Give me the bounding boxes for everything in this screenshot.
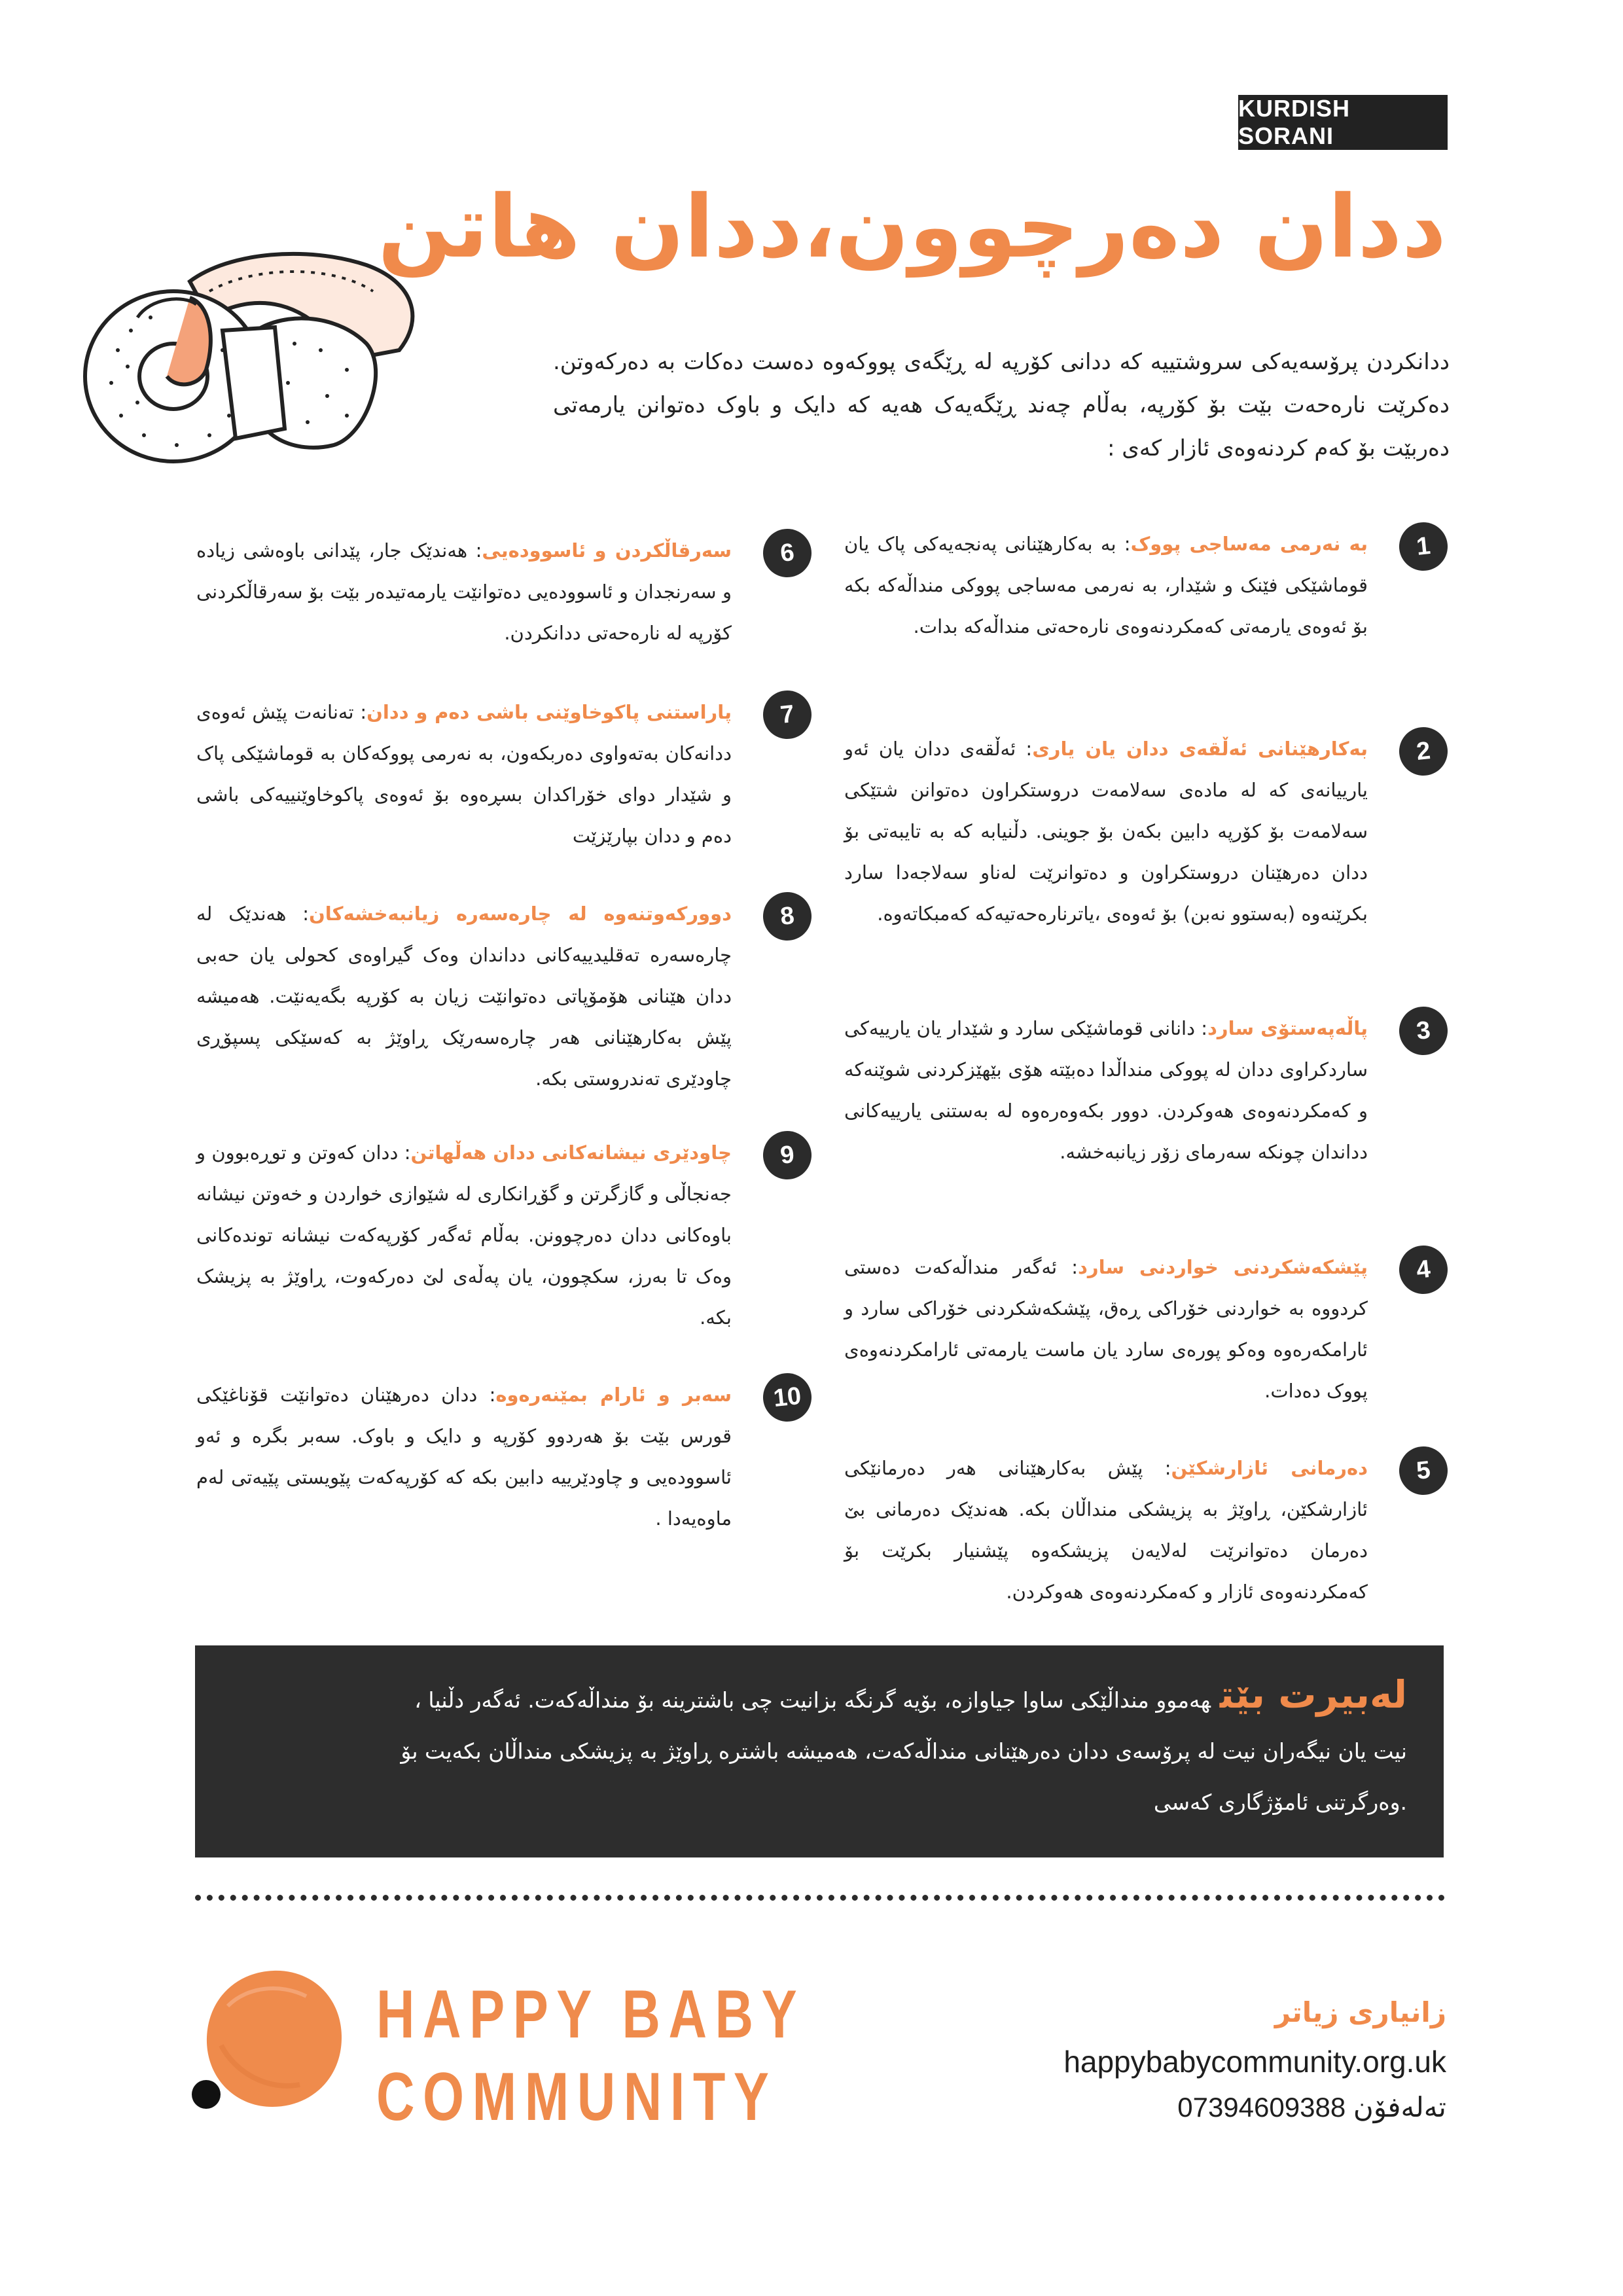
- tip-5: [844, 1448, 1432, 1613]
- tip-number-badge: 2: [1397, 725, 1450, 778]
- tip-text: [196, 530, 732, 654]
- tip-10: [196, 1374, 803, 1539]
- brand-logo-circle: [202, 1967, 346, 2111]
- tip-heading: دەرمانی ئازارشکێن: [1171, 1457, 1368, 1479]
- tip-heading: بەکارهێنانی ئەڵقەی ددان یان یاری: [1032, 738, 1368, 760]
- tip-9: [196, 1132, 796, 1338]
- website-link[interactable]: happybabycommunity.org.uk: [1063, 2045, 1446, 2079]
- tip-6: [196, 530, 796, 654]
- tip-body: : ئەڵقەی ددان یان ئەو یارییانەی کە لە مادەی سەلامەت دروستکراون دەتوانن شتێکی سەلامەت بۆ کۆرپە دابین بکەن بۆ جوینی. دڵنیابە کە بە تایبەتی بۆ ددان دەرهێنان دروستکراون و دەتوانرێت لەناو سەلاجەدا سارد بکرێنەوە (بەستوو نەبن) بۆ ئەوەی ،یاترنارەحەتیەکە کەمبکاتەوە.: [844, 738, 1368, 925]
- tip-body: : ددان دەرهێنان دەتوانێت قۆناغێکی قورس بێت بۆ هەردوو کۆرپە و دایک و باوک. سەبر بگرە و ئەو ئاسوودەیی و چاودێرییە دابین بکە کە کۆرپەکەت پێویستی پێیەتی لەم ماوەیەدا .: [196, 1384, 732, 1530]
- contact-block: [1063, 1986, 1446, 2130]
- tip-body: : پێش بەکارهێنانی هەر دەرمانێکی ئازارشکێن، ڕاوێژ بە پزیشکی منداڵان بکە. هەندێک دەرمانی بێ دەرمان دەتوانرێت لەلایەن پزیشکەوە پێشنیار بکرێت بۆ کەمکردنەوەی ئازار و کەمکردنەوەی هەوکردن.: [844, 1457, 1368, 1603]
- tip-heading: پێشکەشکردنی خواردنی سارد: [1078, 1256, 1368, 1278]
- tip-text: [844, 728, 1368, 935]
- tip-body: : هەندێک لە چارەسەرە تەقلیدییەکانی دداندان وەک گیراوەی کحولی یان حەبی ددان هێنانی هۆمۆپاتی دەتوانێت زیان بە کۆرپە بگەیەنێت. هەمیشە پێش بەکارهێنانی هەر چارەسەرێک ڕاوێژ بە کەسێکی پسپۆڕی چاودێری تەندروستی بکە.: [196, 903, 732, 1090]
- page-title: ددان دەرچوون،ددان هاتن: [378, 177, 1446, 278]
- tip-text: [844, 1247, 1368, 1412]
- tip-body: : تەنانەت پێش ئەوەی ددانەکان بەتەواوی دەربکەون، بە نەرمی پووکەکان بە قوماشێکی پاک و شێدار دوای خۆراکدان بسڕەوە بۆ ئەوەی پاکوخاوێنییەکی باشی دەم و ددان بپارێزێت: [196, 701, 732, 847]
- tip-text: [844, 1448, 1368, 1613]
- tip-text: [844, 524, 1368, 647]
- tip-number-badge: 1: [1397, 520, 1450, 573]
- callout-line-1: [234, 1669, 1407, 1726]
- tip-heading: بە نەرمی مەساجی پووک: [1130, 533, 1368, 555]
- tip-body: : ئەگەر منداڵەکەت دەستی کردووە بە خواردنی خۆراکی ڕەق، پێشکەشکردنی خۆراکی سارد و ئارامکەرەوە وەکو پورەی سارد یان ماست یارمەتی ئارامکردنەوەی پووک دەدات.: [844, 1256, 1368, 1402]
- tip-heading: چاودێری نیشانەکانی ددان هەڵهاتن: [410, 1141, 732, 1164]
- phone-label: تەلەفۆن: [1353, 2092, 1446, 2123]
- tip-text: [844, 1008, 1368, 1173]
- tip-4: [844, 1247, 1432, 1412]
- tip-number-badge: 3: [1397, 1004, 1450, 1057]
- tip-number-badge: 4: [1397, 1243, 1450, 1296]
- tip-body: : هەندێک جار، پێدانی باوەشی زیادە و سەرنجدان و ئاسوودەیی دەتوانێت یارمەتیدەر بێت بۆ سەرقاڵکردنی کۆرپە لە نارەحەتی ددانکردن.: [196, 539, 732, 644]
- tip-number-badge: 9: [760, 1128, 813, 1181]
- tip-number-badge: 6: [760, 526, 813, 579]
- teething-ring-illustration: [59, 219, 425, 468]
- tip-body: : دانانی قوماشێکی سارد و شێدار یان یارییەکی ساردکراوی ددان لە پووکی منداڵدا دەبێتە هۆی بێهێزکردنی شوێنەکە و کەمکردنەوەی هەوکردن. دوور بکەوەرەوە لە بەستنی یارییەکانی دداندان چونکە سەرمای زۆر زیانبەخشە.: [844, 1017, 1368, 1163]
- tip-number-badge: 8: [760, 889, 813, 942]
- intro-paragraph: ددانکردن پرۆسەیەکی سروشتییە کە ددانی کۆرپە لە ڕێگەی پووکەوە دەست دەکات بە دەرکەوتن. دەکرێت نارەحەت بێت بۆ کۆرپە، بەڵام چەند ڕێگەیەک هەیە کە دایک و باوک دەتوانن یارمەتی دەربێت بۆ کەم کردنەوەی ئازار کەی :: [553, 349, 1450, 461]
- tip-heading: پاڵەپەستۆی سارد: [1207, 1017, 1368, 1039]
- remember-callout: [195, 1645, 1444, 1857]
- tip-heading: سەبر و ئارام بمێنەرەوە: [495, 1384, 732, 1406]
- tip-8: [196, 893, 796, 1100]
- phone-number[interactable]: 07394609388: [1177, 2092, 1346, 2123]
- brand-line-2: COMMUNITY: [376, 2059, 777, 2135]
- tip-heading: پاراستنی پاکوخاوێنی باشی دەم و ددان: [366, 701, 732, 723]
- callout-heading: لەبیرت بێت: [1219, 1672, 1407, 1717]
- phone-line: [1063, 2085, 1446, 2130]
- dotted-divider: [195, 1895, 1445, 1901]
- tip-number-badge: 10: [760, 1371, 813, 1424]
- tip-number-badge: 7: [760, 688, 813, 741]
- brand-wordmark: [376, 1973, 805, 2138]
- tip-7: [196, 692, 796, 857]
- tip-1: [844, 524, 1432, 647]
- brand-logo-dot: [192, 2080, 221, 2109]
- tip-heading: دوورکەوتنەوە لە چارەسەرە زیانبەخشەکان: [308, 903, 732, 925]
- tip-heading: سەرقاڵکردن و ئاسوودەیی: [482, 539, 732, 562]
- callout-line-2: نیت یان نیگەران نیت لە پرۆسەی ددان دەرهێنانی منداڵەکەت، هەمیشە باشترە ڕاوێژ بە پزیشکی منداڵان بکەیت بۆ: [401, 1738, 1407, 1764]
- tip-text: [196, 1374, 732, 1539]
- language-tag: KURDISH SORANI: [1238, 95, 1448, 150]
- tip-text: [196, 1132, 732, 1338]
- brand-line-1: HAPPY BABY: [376, 1977, 806, 2053]
- contact-title: زانیاری زیاتر: [1274, 1996, 1446, 2028]
- tip-2: [844, 728, 1432, 935]
- tip-text: [196, 692, 732, 857]
- tip-body: : ددان کەوتن و توڕەبوون و جەنجاڵی و گازگرتن و گۆڕانکاری لە شێوازی خواردن و خەوتن نیشانە باوەکانی ددان دەرچوونن. بەڵام ئەگەر کۆرپەکەت نیشانە توندەکانی وەک تا بەرز، سکچوون، یان پەڵەی لێ دەرکەوت، ڕاوێژ بە پزیشک بکە.: [196, 1141, 732, 1329]
- tip-body: : بە بەکارهێنانی پەنجەیەکی پاک یان قوماشێکی فێنک و شێدار، بە نەرمی مەساجی پووکی منداڵەکە بکە بۆ ئەوەی یارمەتی کەمکردنەوەی نارەحەتی منداڵەکە بدات.: [844, 533, 1368, 637]
- tip-text: [196, 893, 732, 1100]
- callout-line-3: .وەرگرتنی ئامۆژگاری کەسی: [1153, 1789, 1407, 1815]
- tip-number-badge: 5: [1397, 1444, 1450, 1497]
- callout-line-1-text: هەموو منداڵێکی ساوا جیاوازە، بۆیە گرنگە بزانیت چی باشترینە بۆ منداڵەکەت. ئەگەر دڵنیا ،: [414, 1687, 1211, 1713]
- tip-3: [844, 1008, 1432, 1173]
